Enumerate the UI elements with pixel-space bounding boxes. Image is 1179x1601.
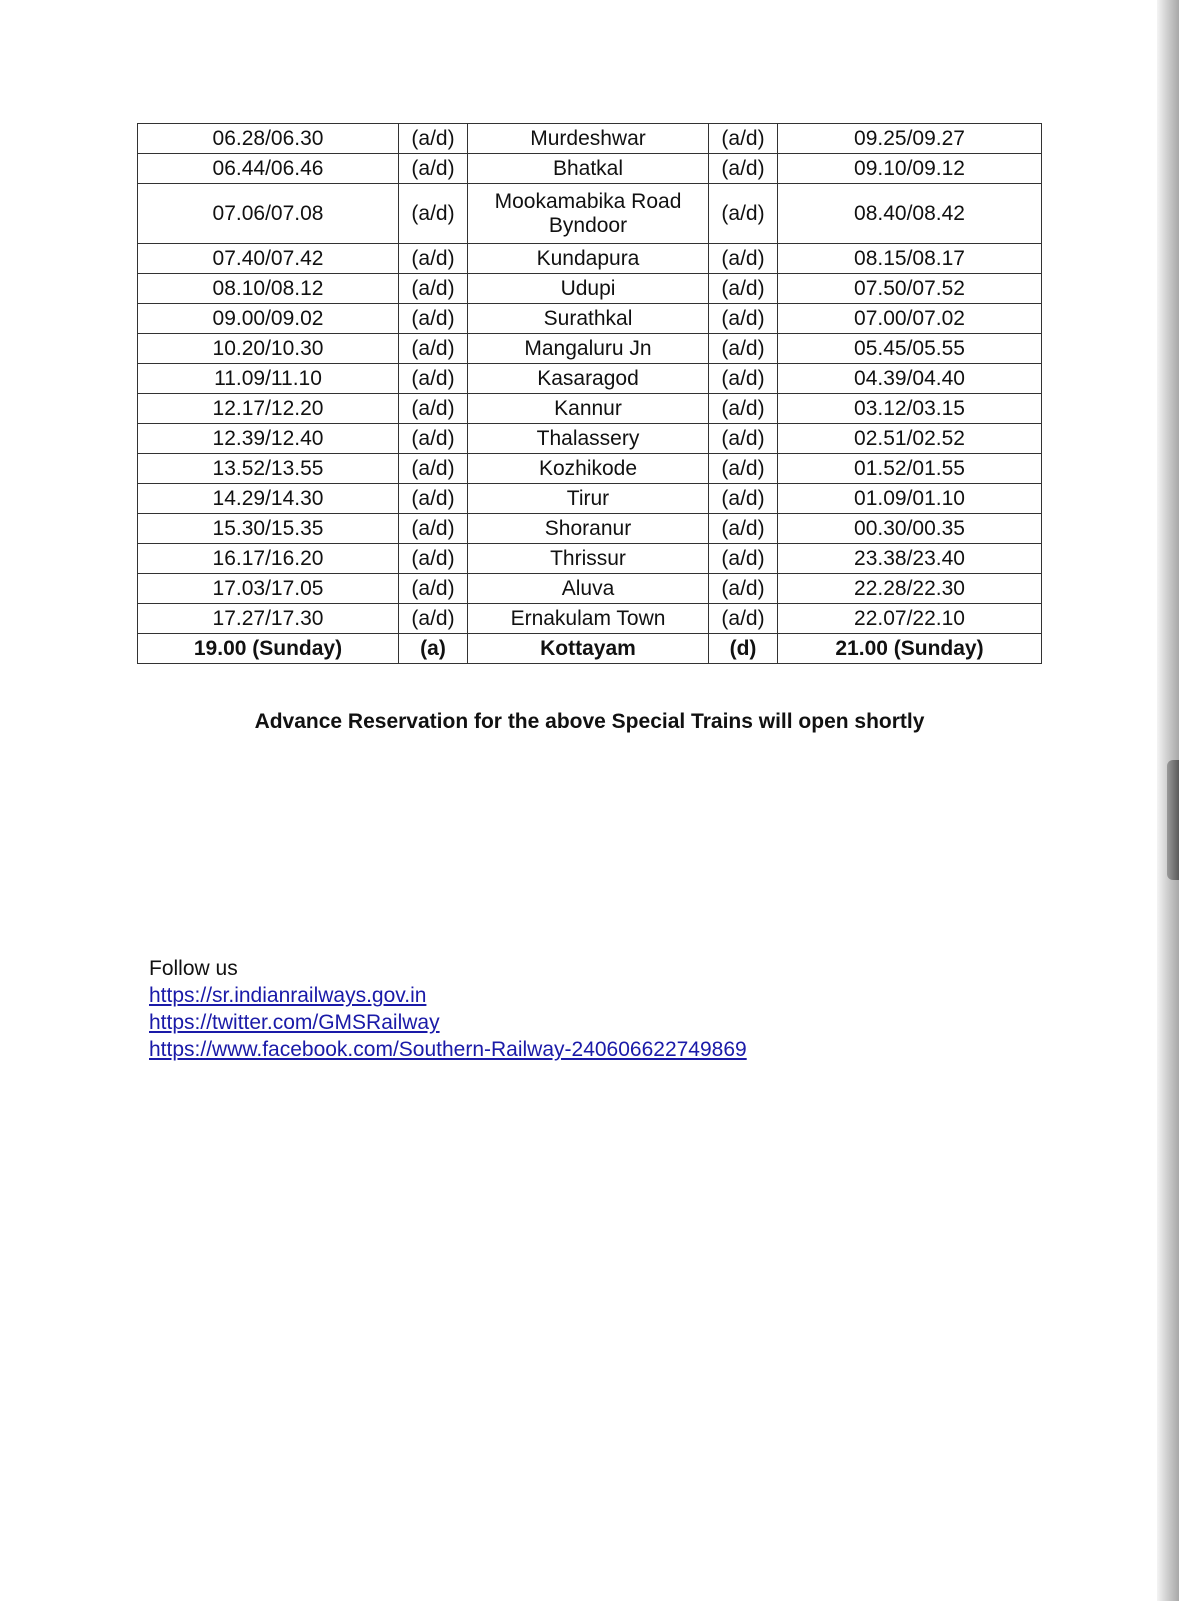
- station-name: Shoranur: [468, 514, 709, 544]
- station-name: Ernakulam Town: [468, 604, 709, 634]
- right-arr-dep: (a/d): [709, 424, 778, 454]
- left-time: 10.20/10.30: [138, 334, 399, 364]
- table-row: [138, 304, 1042, 334]
- right-time: 00.30/00.35: [778, 514, 1042, 544]
- left-time: 15.30/15.35: [138, 514, 399, 544]
- right-time: 03.12/03.15: [778, 394, 1042, 424]
- left-arr-dep: (a/d): [399, 334, 468, 364]
- right-time: 21.00 (Sunday): [778, 634, 1042, 664]
- left-arr-dep: (a/d): [399, 544, 468, 574]
- station-name: Thalassery: [468, 424, 709, 454]
- left-arr-dep: (a/d): [399, 124, 468, 154]
- right-arr-dep: (a/d): [709, 544, 778, 574]
- table-row: [138, 454, 1042, 484]
- right-time: 05.45/05.55: [778, 334, 1042, 364]
- right-arr-dep: (a/d): [709, 454, 778, 484]
- table-row: [138, 424, 1042, 454]
- timetable: [137, 123, 1042, 664]
- left-arr-dep: (a/d): [399, 184, 468, 244]
- station-name: Aluva: [468, 574, 709, 604]
- right-arr-dep: (a/d): [709, 394, 778, 424]
- left-time: 07.06/07.08: [138, 184, 399, 244]
- right-arr-dep: (d): [709, 634, 778, 664]
- right-arr-dep: (a/d): [709, 334, 778, 364]
- facebook-link[interactable]: https://www.facebook.com/Southern-Railway-240606622749869: [149, 1038, 747, 1061]
- table-row: [138, 394, 1042, 424]
- right-time: 02.51/02.52: [778, 424, 1042, 454]
- table-row: [138, 184, 1042, 244]
- right-arr-dep: (a/d): [709, 364, 778, 394]
- station-name: Murdeshwar: [468, 124, 709, 154]
- left-arr-dep: (a/d): [399, 424, 468, 454]
- right-arr-dep: (a/d): [709, 124, 778, 154]
- left-arr-dep: (a/d): [399, 454, 468, 484]
- station-name: Kundapura: [468, 244, 709, 274]
- left-time: 06.44/06.46: [138, 154, 399, 184]
- right-time: 22.28/22.30: [778, 574, 1042, 604]
- right-arr-dep: (a/d): [709, 274, 778, 304]
- left-time: 13.52/13.55: [138, 454, 399, 484]
- left-time: 07.40/07.42: [138, 244, 399, 274]
- table-row: [138, 334, 1042, 364]
- right-time: 01.52/01.55: [778, 454, 1042, 484]
- station-name: Kasaragod: [468, 364, 709, 394]
- left-time: 11.09/11.10: [138, 364, 399, 394]
- left-arr-dep: (a/d): [399, 604, 468, 634]
- website-link[interactable]: https://sr.indianrailways.gov.in: [149, 984, 427, 1007]
- left-arr-dep: (a/d): [399, 154, 468, 184]
- left-arr-dep: (a/d): [399, 394, 468, 424]
- right-time: 22.07/22.10: [778, 604, 1042, 634]
- follow-us-section: [149, 955, 747, 1063]
- left-time: 17.27/17.30: [138, 604, 399, 634]
- table-row: [138, 364, 1042, 394]
- table-row: [138, 574, 1042, 604]
- page-edge-dark: [1167, 760, 1179, 880]
- follow-us-heading: Follow us: [149, 957, 238, 980]
- station-name: Bhatkal: [468, 154, 709, 184]
- table-row: [138, 274, 1042, 304]
- station-name: Surathkal: [468, 304, 709, 334]
- station-name: Mangaluru Jn: [468, 334, 709, 364]
- left-time: 12.17/12.20: [138, 394, 399, 424]
- right-time: 08.40/08.42: [778, 184, 1042, 244]
- right-arr-dep: (a/d): [709, 604, 778, 634]
- left-arr-dep: (a/d): [399, 484, 468, 514]
- right-time: 07.50/07.52: [778, 274, 1042, 304]
- right-arr-dep: (a/d): [709, 154, 778, 184]
- table-row: [138, 244, 1042, 274]
- right-arr-dep: (a/d): [709, 304, 778, 334]
- right-time: 04.39/04.40: [778, 364, 1042, 394]
- table-row: [138, 484, 1042, 514]
- left-time: 19.00 (Sunday): [138, 634, 399, 664]
- right-time: 08.15/08.17: [778, 244, 1042, 274]
- right-time: 07.00/07.02: [778, 304, 1042, 334]
- left-time: 16.17/16.20: [138, 544, 399, 574]
- table-row: [138, 154, 1042, 184]
- station-name: Thrissur: [468, 544, 709, 574]
- table-row: [138, 604, 1042, 634]
- station-name: Tirur: [468, 484, 709, 514]
- left-arr-dep: (a/d): [399, 244, 468, 274]
- left-arr-dep: (a/d): [399, 364, 468, 394]
- right-arr-dep: (a/d): [709, 514, 778, 544]
- left-arr-dep: (a): [399, 634, 468, 664]
- right-time: 23.38/23.40: [778, 544, 1042, 574]
- table-row: [138, 544, 1042, 574]
- left-arr-dep: (a/d): [399, 274, 468, 304]
- right-time: 09.10/09.12: [778, 154, 1042, 184]
- station-name: Kottayam: [468, 634, 709, 664]
- left-time: 08.10/08.12: [138, 274, 399, 304]
- left-time: 12.39/12.40: [138, 424, 399, 454]
- station-name: Mookamabika Road Byndoor: [468, 184, 709, 244]
- right-time: 09.25/09.27: [778, 124, 1042, 154]
- twitter-link[interactable]: https://twitter.com/GMSRailway: [149, 1011, 440, 1034]
- right-arr-dep: (a/d): [709, 484, 778, 514]
- reservation-notice: Advance Reservation for the above Special Trains will open shortly: [254, 710, 925, 733]
- left-arr-dep: (a/d): [399, 574, 468, 604]
- left-time: 17.03/17.05: [138, 574, 399, 604]
- station-name: Udupi: [468, 274, 709, 304]
- left-time: 06.28/06.30: [138, 124, 399, 154]
- table-row: [138, 514, 1042, 544]
- left-arr-dep: (a/d): [399, 304, 468, 334]
- right-arr-dep: (a/d): [709, 574, 778, 604]
- table-row-destination: [138, 634, 1042, 664]
- left-arr-dep: (a/d): [399, 514, 468, 544]
- right-arr-dep: (a/d): [709, 244, 778, 274]
- right-arr-dep: (a/d): [709, 184, 778, 244]
- station-name: Kozhikode: [468, 454, 709, 484]
- left-time: 14.29/14.30: [138, 484, 399, 514]
- left-time: 09.00/09.02: [138, 304, 399, 334]
- table-row: [138, 124, 1042, 154]
- right-time: 01.09/01.10: [778, 484, 1042, 514]
- station-name: Kannur: [468, 394, 709, 424]
